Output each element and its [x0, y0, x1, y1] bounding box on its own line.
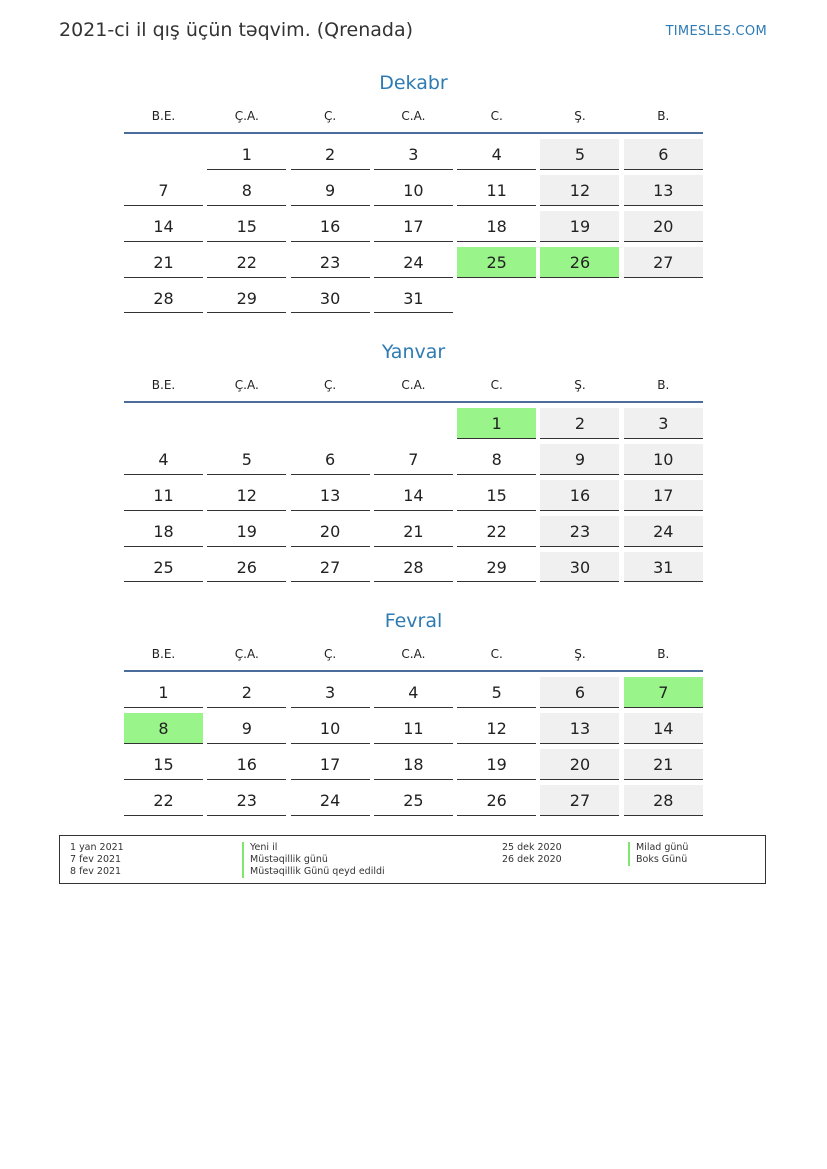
day-cell: [624, 439, 703, 475]
day-number: 25: [403, 790, 424, 810]
legend-holiday-name: Müstəqillik günü: [242, 854, 328, 866]
day-number: 8: [241, 180, 252, 200]
weekday-label: Ç.: [323, 109, 337, 123]
day-number: 14: [403, 485, 424, 505]
day-cell: [540, 134, 619, 170]
day-cell: [124, 206, 203, 242]
day-cell: [207, 672, 286, 708]
day-number: 1: [158, 683, 169, 702]
day-cell: [540, 547, 619, 583]
day-cell: [291, 475, 370, 511]
day-number: 4: [158, 449, 169, 469]
day-cell: [457, 672, 536, 708]
day-number: 20: [319, 521, 341, 541]
day-cell: [207, 278, 286, 314]
weekday-label: C.: [490, 109, 503, 123]
weekday-label: B.E.: [151, 109, 176, 123]
day-number: 3: [325, 683, 336, 702]
weekday-label: Ç.A.: [234, 647, 259, 661]
day-number: 9: [241, 718, 252, 738]
holiday-legend: [59, 835, 766, 884]
day-number: 11: [486, 180, 507, 200]
holiday-day-cell: [540, 242, 619, 278]
day-number: 8: [491, 449, 502, 469]
day-number: 14: [153, 216, 174, 236]
day-cell: [540, 170, 619, 206]
weekday-label: C.A.: [401, 109, 426, 123]
day-cell: [124, 475, 203, 511]
legend-holiday-name: Müstəqillik Günü qeyd edildi: [242, 866, 385, 878]
month-january: [124, 339, 703, 582]
site-link[interactable]: TIMESLES.COM: [665, 24, 767, 39]
weekday-label: Ç.A.: [234, 109, 259, 123]
day-cell: [624, 134, 703, 170]
empty-cell: [291, 403, 370, 439]
day-cell: [207, 744, 286, 780]
day-number: 6: [658, 145, 669, 164]
day-number: 27: [319, 557, 341, 577]
day-cell: [291, 547, 370, 583]
day-number: 9: [574, 449, 586, 469]
day-cell: [374, 511, 453, 547]
day-number: 25: [486, 252, 507, 272]
day-cell: [124, 744, 203, 780]
day-number: 16: [319, 216, 341, 236]
day-cell: [291, 134, 370, 170]
day-cell: [291, 511, 370, 547]
day-number: 2: [325, 145, 336, 164]
day-cell: [540, 708, 619, 744]
month-title: Yanvar: [381, 341, 446, 363]
day-number: 4: [491, 145, 502, 164]
day-cell: [124, 278, 203, 314]
day-cell: [374, 206, 453, 242]
day-cell: [124, 511, 203, 547]
day-number: 11: [403, 718, 424, 738]
day-number: 2: [574, 414, 586, 433]
weekday-label: Ç.A.: [234, 378, 259, 392]
weekday-label: Ş.: [574, 109, 586, 123]
day-number: 27: [653, 252, 674, 272]
day-number: 7: [658, 683, 669, 702]
day-cell: [457, 708, 536, 744]
day-number: 21: [153, 252, 174, 272]
day-cell: [540, 511, 619, 547]
day-cell: [540, 780, 619, 816]
month-december: [124, 70, 703, 313]
day-cell: [374, 475, 453, 511]
legend-date: 1 yan 2021: [70, 842, 124, 853]
day-grid: [124, 403, 703, 582]
day-cell: [291, 242, 370, 278]
day-number: 10: [653, 449, 674, 469]
day-cell: [624, 403, 703, 439]
day-number: 18: [486, 216, 507, 236]
day-cell: [624, 206, 703, 242]
day-number: 17: [319, 754, 341, 774]
day-cell: [124, 242, 203, 278]
holiday-day-cell: [457, 403, 536, 439]
day-number: 18: [153, 521, 174, 541]
day-number: 28: [153, 288, 174, 308]
day-cell: [124, 439, 203, 475]
day-number: 16: [569, 485, 591, 505]
day-number: 4: [408, 683, 419, 702]
weekday-label: B.: [657, 647, 670, 661]
day-cell: [291, 278, 370, 314]
holiday-day-cell: [124, 708, 203, 744]
day-cell: [374, 242, 453, 278]
day-number: 22: [236, 252, 257, 272]
day-number: 10: [403, 180, 424, 200]
day-number: 24: [403, 252, 424, 272]
day-cell: [624, 242, 703, 278]
day-cell: [457, 170, 536, 206]
day-number: 15: [236, 216, 257, 236]
day-cell: [457, 475, 536, 511]
weekday-label: B.: [657, 378, 670, 392]
day-number: 1: [241, 145, 252, 164]
empty-cell: [124, 403, 203, 439]
day-number: 27: [569, 790, 591, 810]
weekday-header: [124, 375, 703, 399]
day-number: 19: [236, 521, 257, 541]
day-number: 11: [153, 485, 174, 505]
day-number: 20: [653, 216, 674, 236]
day-number: 7: [408, 449, 419, 469]
day-cell: [540, 744, 619, 780]
weekday-label: Ş.: [574, 378, 586, 392]
day-number: 20: [569, 754, 591, 774]
empty-cell: [124, 134, 203, 170]
weekday-label: C.: [490, 647, 503, 661]
day-number: 22: [486, 521, 507, 541]
day-number: 22: [153, 790, 174, 810]
day-cell: [540, 475, 619, 511]
day-cell: [457, 206, 536, 242]
day-number: 1: [491, 414, 502, 433]
day-number: 5: [491, 683, 502, 702]
day-number: 28: [653, 790, 674, 810]
month-title: Dekabr: [379, 72, 448, 94]
weekday-label: C.A.: [401, 647, 426, 661]
day-cell: [207, 134, 286, 170]
empty-cell: [374, 403, 453, 439]
legend-holiday-name: Yeni il: [242, 842, 277, 854]
day-number: 25: [153, 557, 174, 577]
day-number: 13: [653, 180, 674, 200]
day-cell: [207, 242, 286, 278]
weekday-label: C.: [490, 378, 503, 392]
day-number: 16: [236, 754, 257, 774]
day-cell: [374, 780, 453, 816]
day-number: 28: [403, 557, 424, 577]
day-number: 26: [236, 557, 257, 577]
weekday-label: C.A.: [401, 378, 426, 392]
day-cell: [540, 672, 619, 708]
day-number: 21: [653, 754, 674, 774]
day-number: 6: [325, 449, 336, 469]
page-title: 2021-ci il qış üçün təqvim. (Qrenada): [59, 19, 414, 41]
day-number: 17: [653, 485, 674, 505]
day-number: 26: [569, 252, 591, 272]
day-cell: [624, 780, 703, 816]
day-number: 6: [574, 683, 586, 702]
day-cell: [291, 439, 370, 475]
day-number: 19: [569, 216, 591, 236]
day-number: 2: [241, 683, 252, 702]
day-cell: [624, 475, 703, 511]
day-cell: [457, 780, 536, 816]
day-number: 13: [569, 718, 591, 738]
day-cell: [207, 511, 286, 547]
day-number: 10: [319, 718, 341, 738]
day-cell: [374, 672, 453, 708]
day-number: 8: [158, 718, 169, 738]
day-cell: [124, 672, 203, 708]
day-grid: [124, 134, 703, 313]
day-cell: [624, 170, 703, 206]
day-cell: [374, 170, 453, 206]
day-cell: [540, 206, 619, 242]
day-number: 30: [319, 288, 341, 308]
day-number: 31: [653, 557, 674, 577]
day-number: 29: [236, 288, 257, 308]
weekday-label: B.E.: [151, 378, 176, 392]
day-cell: [207, 475, 286, 511]
day-number: 7: [158, 180, 169, 200]
day-number: 3: [658, 414, 669, 433]
day-cell: [457, 134, 536, 170]
day-cell: [540, 439, 619, 475]
day-grid: [124, 672, 703, 816]
weekday-label: Ş.: [574, 647, 586, 661]
legend-date: 25 dek 2020: [502, 842, 562, 853]
day-cell: [624, 744, 703, 780]
day-cell: [124, 780, 203, 816]
day-cell: [540, 403, 619, 439]
day-number: 3: [408, 145, 419, 164]
day-cell: [291, 672, 370, 708]
month-title: Fevral: [384, 610, 443, 632]
day-number: 24: [319, 790, 341, 810]
legend-date: 7 fev 2021: [70, 854, 122, 865]
holiday-day-cell: [457, 242, 536, 278]
day-cell: [374, 134, 453, 170]
legend-holiday-name: Milad günü: [628, 842, 688, 854]
day-cell: [374, 708, 453, 744]
day-number: 15: [486, 485, 507, 505]
day-cell: [207, 439, 286, 475]
legend-date: 8 fev 2021: [70, 866, 122, 877]
day-cell: [291, 780, 370, 816]
day-number: 12: [236, 485, 257, 505]
day-number: 23: [319, 252, 341, 272]
day-number: 18: [403, 754, 424, 774]
day-number: 5: [241, 449, 252, 469]
day-number: 17: [403, 216, 424, 236]
day-cell: [207, 708, 286, 744]
day-number: 24: [653, 521, 674, 541]
day-cell: [624, 708, 703, 744]
day-cell: [291, 744, 370, 780]
day-number: 23: [569, 521, 591, 541]
holiday-day-cell: [624, 672, 703, 708]
legend-holiday-name: Boks Günü: [628, 854, 687, 866]
legend-date: 26 dek 2020: [502, 854, 562, 865]
day-number: 14: [653, 718, 674, 738]
day-cell: [457, 511, 536, 547]
day-number: 15: [153, 754, 174, 774]
day-number: 26: [486, 790, 507, 810]
day-number: 5: [574, 145, 586, 164]
day-cell: [207, 780, 286, 816]
weekday-label: B.: [657, 109, 670, 123]
day-cell: [374, 744, 453, 780]
day-cell: [207, 547, 286, 583]
day-cell: [374, 439, 453, 475]
month-february: [124, 608, 703, 816]
day-number: 13: [319, 485, 341, 505]
day-cell: [457, 439, 536, 475]
day-number: 21: [403, 521, 424, 541]
day-cell: [624, 511, 703, 547]
day-number: 29: [486, 557, 507, 577]
empty-cell: [207, 403, 286, 439]
weekday-header: [124, 644, 703, 668]
day-cell: [124, 170, 203, 206]
day-cell: [291, 170, 370, 206]
day-number: 19: [486, 754, 507, 774]
day-number: 12: [569, 180, 591, 200]
day-cell: [291, 708, 370, 744]
day-cell: [374, 278, 453, 314]
day-cell: [207, 170, 286, 206]
day-cell: [457, 744, 536, 780]
day-cell: [291, 206, 370, 242]
weekday-header: [124, 106, 703, 130]
day-number: 9: [325, 180, 336, 200]
day-number: 12: [486, 718, 507, 738]
day-cell: [624, 547, 703, 583]
weekday-label: B.E.: [151, 647, 176, 661]
day-number: 31: [403, 288, 424, 308]
day-number: 23: [236, 790, 257, 810]
weekday-label: Ç.: [323, 378, 337, 392]
day-cell: [124, 547, 203, 583]
weekday-label: Ç.: [323, 647, 337, 661]
day-cell: [207, 206, 286, 242]
day-cell: [374, 547, 453, 583]
day-cell: [457, 547, 536, 583]
day-number: 30: [569, 557, 591, 577]
